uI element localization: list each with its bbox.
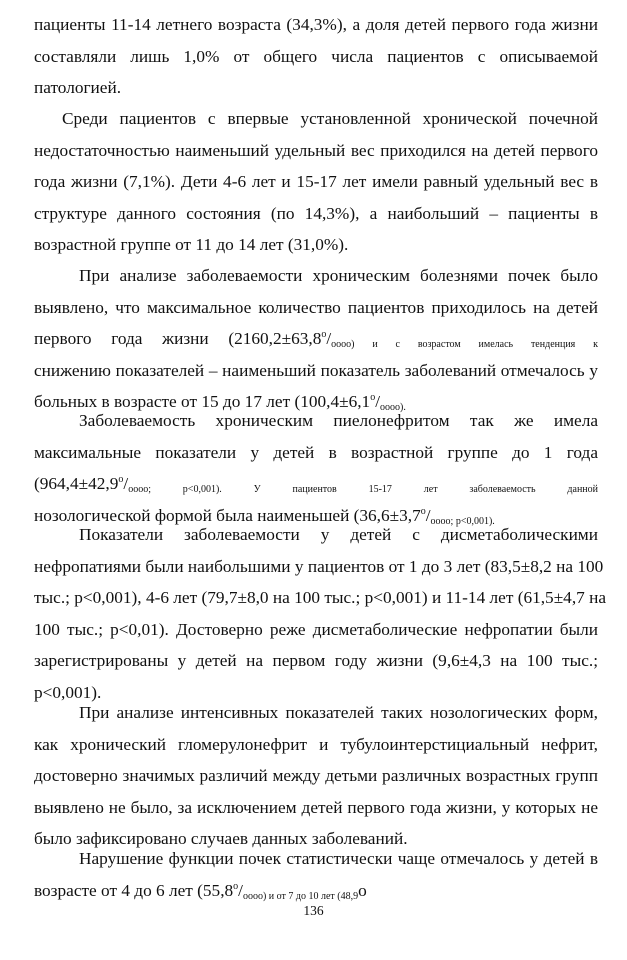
text-line	[34, 582, 607, 614]
text-run: Показатели заболеваемости у детей с дисметаболическими	[79, 525, 598, 544]
text-run: достоверно значимых различий между детьми различных возрастных групп	[34, 766, 598, 786]
per-hundred-thousand-sup: о	[118, 474, 124, 486]
text-line	[34, 437, 598, 469]
per-hundred-thousand-sub: оооо; p<0,001).	[430, 515, 495, 527]
fraction-slash: /	[238, 880, 243, 900]
text-line	[34, 875, 598, 907]
text-line	[34, 519, 598, 551]
fraction-slash: /	[326, 329, 332, 349]
text-line	[34, 198, 598, 230]
paragraph	[34, 843, 598, 906]
text-run: При анализе интенсивных показателей таких нозологических форм,	[79, 703, 598, 722]
text-line	[34, 614, 598, 646]
text-run: максимальные показатели у детей в возрастной группе до 1 года	[34, 442, 598, 462]
text-run: как хронический гломерулонефрит и тубулоинтерстициальный нефрит,	[34, 734, 598, 754]
text-run: (964,4±42,9	[34, 474, 119, 494]
text-run: снижению показателей – наименьший показатель заболеваний отмечалось у	[34, 360, 598, 380]
per-hundred-thousand-sup: о	[233, 880, 239, 892]
text-line	[34, 103, 598, 135]
per-hundred-thousand-sup: о	[420, 505, 426, 517]
text-line	[34, 9, 598, 41]
paragraph	[34, 697, 598, 855]
paragraph	[34, 9, 598, 104]
text-line	[34, 405, 598, 437]
text-run: составляли лишь 1,0% от общего числа пациентов с описываемой	[34, 46, 598, 66]
paragraph	[34, 405, 598, 531]
text-line	[34, 260, 598, 292]
per-hundred-thousand-sup: о	[370, 392, 376, 404]
per-hundred-thousand-sub: оооо).	[380, 402, 406, 414]
text-line	[34, 551, 604, 583]
text-line	[34, 760, 598, 792]
text-line	[34, 729, 598, 761]
fraction-slash: /	[123, 474, 129, 494]
text-run: возрастной группе от 11 до 14 лет (31,0%).	[34, 235, 349, 255]
paragraph	[34, 103, 598, 261]
text-run: недостаточностью наименьший удельный вес приходился на детей первого	[34, 140, 598, 160]
text-line	[34, 468, 598, 500]
text-run: возрасте от 4 до 6 лет (55,8	[34, 880, 234, 900]
text-line	[34, 41, 598, 73]
text-line	[34, 135, 598, 167]
text-run: выявлено не было, за исключением детей первого года жизни, у которых не	[34, 797, 598, 817]
text-line	[34, 355, 598, 387]
text-run: тыс.; p<0,001), 4-6 лет (79,7±8,0 на 100 тыс.; p<0,001) и 11-14 лет (61,5±4,7 на	[34, 588, 607, 608]
text-line	[34, 166, 598, 198]
text-line	[34, 645, 598, 677]
text-run: структуре данного состояния (по 14,3%), а наибольший – пациенты в	[34, 203, 598, 223]
text-run: 100 тыс.; p<0,01). Достоверно реже дисметаболические нефропатии были	[34, 619, 598, 639]
text-line	[34, 792, 598, 824]
fraction-slash: /	[425, 505, 431, 525]
per-hundred-thousand-sub: оооо) и с возрастом имелась тенденция к	[331, 339, 598, 351]
text-run: первого года жизни (2160,2±63,8	[34, 329, 322, 349]
text-line	[34, 72, 598, 104]
text-run: Заболеваемость хроническим пиелонефритом так же имела	[79, 411, 598, 430]
text-run: нозологической формой была наименьшей (36,6±3,7	[34, 505, 421, 525]
text-line	[34, 843, 598, 875]
text-run: патологией.	[34, 78, 122, 98]
fraction-slash: /	[375, 392, 380, 412]
text-run: выявлено, что максимальное количество пациентов приходилось на детей	[34, 297, 598, 317]
per-hundred-thousand-sub: оооо) и от 7 до 10 лет (48,9	[242, 890, 359, 902]
text-line	[34, 292, 598, 324]
text-line	[34, 229, 598, 261]
text-run: было зафиксировано случаев данных заболеваний.	[34, 829, 408, 849]
text-line	[34, 323, 598, 355]
text-run: p<0,001).	[34, 682, 102, 702]
text-line	[34, 697, 598, 729]
text-run: больных в возрасте от 15 до 17 лет (100,4±6,1	[34, 392, 371, 412]
text-run: нефропатиями были наибольшими у пациентов от 1 до 3 лет (83,5±8,2 на 100	[34, 556, 604, 576]
paragraph	[34, 519, 607, 709]
per-hundred-thousand-sup: о	[321, 329, 327, 341]
text-run: Среди пациентов с впервые установленной хронической почечной	[62, 109, 598, 128]
page-number: 136	[303, 903, 324, 918]
text-run: пациенты 11-14 летнего возраста (34,3%), а доля детей первого года жизни	[34, 15, 598, 34]
text-run: При анализе заболеваемости хроническим болезнями почек было	[79, 266, 598, 285]
paragraph	[34, 260, 598, 418]
text-run: о	[358, 880, 367, 900]
per-hundred-thousand-sub: оооо; p<0,001). У пациентов 15-17 лет заболеваемость данной	[128, 484, 598, 496]
text-run: года жизни (7,1%). Дети 4-6 лет и 15-17 лет имели равный удельный вес в	[34, 172, 598, 192]
text-run: зарегистрированы у детей на первом году жизни (9,6±4,3 на 100 тыс.;	[34, 651, 598, 671]
text-run: Нарушение функции почек статистически чаще отмечалось у детей в	[79, 849, 598, 868]
